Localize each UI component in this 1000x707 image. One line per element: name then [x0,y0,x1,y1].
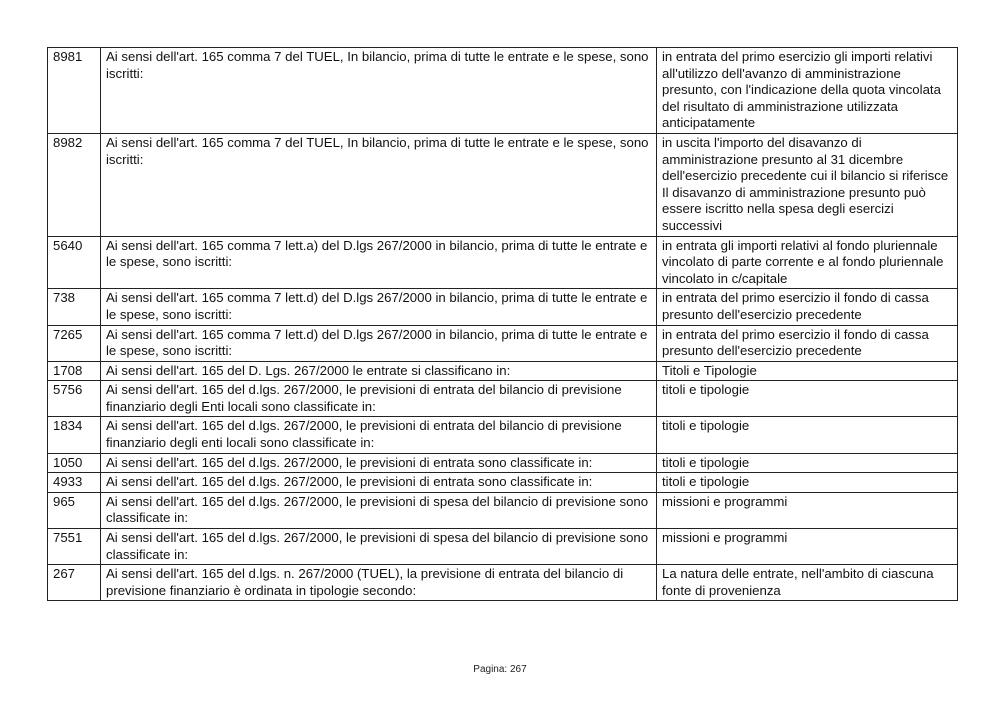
answer-text: missioni e programmi [657,529,958,565]
question-id: 1050 [48,453,101,473]
question-id: 1708 [48,361,101,381]
answer-text: missioni e programmi [657,492,958,528]
question-id: 5640 [48,236,101,289]
question-text: Ai sensi dell'art. 165 del d.lgs. 267/2000, le previsioni di entrata sono classificate in: [101,473,657,493]
question-id: 8982 [48,133,101,236]
table-row [48,565,958,601]
question-id: 267 [48,565,101,601]
table-row [48,492,958,528]
question-text: Ai sensi dell'art. 165 del d.lgs. 267/2000, le previsioni di entrata sono classificate in: [101,453,657,473]
question-id: 8981 [48,48,101,134]
answer-text: titoli e tipologie [657,473,958,493]
table-row [48,236,958,289]
question-id: 1834 [48,417,101,453]
question-text: Ai sensi dell'art. 165 del d.lgs. 267/2000, le previsioni di entrata del bilancio di previsione finanziario degli enti locali sono classificate in: [101,417,657,453]
table-row [48,361,958,381]
table-row [48,453,958,473]
question-text: Ai sensi dell'art. 165 comma 7 del TUEL, In bilancio, prima di tutte le entrate e le spese, sono iscritti: [101,48,657,134]
question-text: Ai sensi dell'art. 165 comma 7 lett.a) del D.lgs 267/2000 in bilancio, prima di tutte le entrate e le spese, sono iscritti: [101,236,657,289]
question-text: Ai sensi dell'art. 165 del d.lgs. 267/2000, le previsioni di spesa del bilancio di previsione sono classificate in: [101,529,657,565]
table-row [48,133,958,236]
question-text: Ai sensi dell'art. 165 comma 7 del TUEL, In bilancio, prima di tutte le entrate e le spese, sono iscritti: [101,133,657,236]
question-text: Ai sensi dell'art. 165 comma 7 lett.d) del D.lgs 267/2000 in bilancio, prima di tutte le entrate e le spese, sono iscritti: [101,289,657,325]
answer-text: La natura delle entrate, nell'ambito di ciascuna fonte di provenienza [657,565,958,601]
answer-text: Titoli e Tipologie [657,361,958,381]
page-number: Pagina: 267 [473,664,527,675]
table-row [48,417,958,453]
question-table [47,47,958,601]
question-text: Ai sensi dell'art. 165 del d.lgs. n. 267/2000 (TUEL), la previsione di entrata del bilancio di previsione finanziario è ordinata in tipologie secondo: [101,565,657,601]
question-text: Ai sensi dell'art. 165 del D. Lgs. 267/2000 le entrate si classificano in: [101,361,657,381]
answer-text: titoli e tipologie [657,453,958,473]
answer-text: in entrata gli importi relativi al fondo pluriennale vincolato di parte corrente e al fondo pluriennale vincolato in c/capitale [657,236,958,289]
table-row [48,289,958,325]
table-row [48,48,958,134]
table-row [48,325,958,361]
question-id: 5756 [48,381,101,417]
answer-text: titoli e tipologie [657,417,958,453]
answer-text: in entrata del primo esercizio il fondo di cassa presunto dell'esercizio precedente [657,289,958,325]
answer-text: in entrata del primo esercizio il fondo di cassa presunto dell'esercizio precedente [657,325,958,361]
table-row [48,529,958,565]
question-text: Ai sensi dell'art. 165 del d.lgs. 267/2000, le previsioni di spesa del bilancio di previsione sono classificate in: [101,492,657,528]
question-id: 965 [48,492,101,528]
question-id: 4933 [48,473,101,493]
question-id: 738 [48,289,101,325]
answer-text: titoli e tipologie [657,381,958,417]
question-id: 7551 [48,529,101,565]
question-text: Ai sensi dell'art. 165 comma 7 lett.d) del D.lgs 267/2000 in bilancio, prima di tutte le entrate e le spese, sono iscritti: [101,325,657,361]
answer-text: in uscita l'importo del disavanzo di amministrazione presunto al 31 dicembre dell'esercizio precedente cui il bilancio si riferisce Il disavanzo di amministrazione presunto può essere iscritto nella spesa degli esercizi successivi [657,133,958,236]
answer-text: in entrata del primo esercizio gli importi relativi all'utilizzo dell'avanzo di amministrazione presunto, con l'indicazione della quota vincolata del risultato di amministrazione utilizzata anticipatamente [657,48,958,134]
table-row [48,473,958,493]
question-id: 7265 [48,325,101,361]
table-row [48,381,958,417]
question-text: Ai sensi dell'art. 165 del d.lgs. 267/2000, le previsioni di entrata del bilancio di previsione finanziario degli Enti locali sono classificate in: [101,381,657,417]
